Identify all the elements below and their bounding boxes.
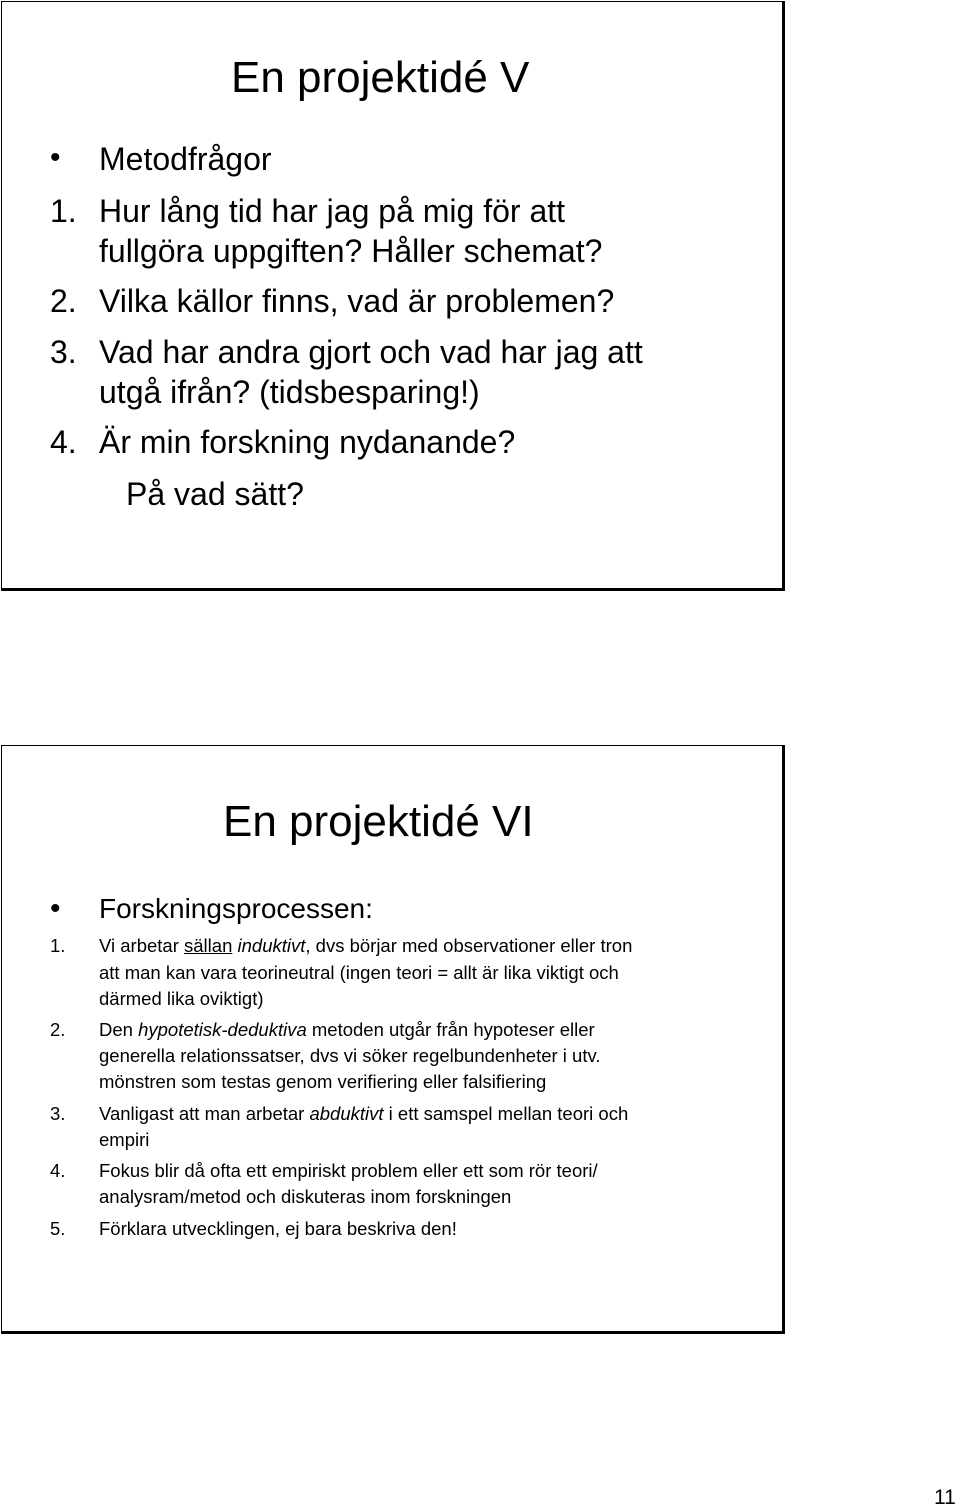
- emphasis-underline: sällan: [184, 935, 233, 956]
- slide-1-title: En projektidé V: [231, 53, 530, 102]
- page-number: 11: [934, 1486, 956, 1509]
- list-number: 2.: [50, 1019, 66, 1040]
- list-number: 1.: [50, 193, 77, 229]
- list-item-line: Den hypotetisk-deduktiva metoden utgår från hypoteser eller: [99, 1019, 595, 1040]
- emphasis-italic: hypotetisk-deduktiva: [138, 1019, 307, 1040]
- list-item-line: Hur lång tid har jag på mig för att: [99, 193, 566, 229]
- list-item-line: Vad har andra gjort och vad har jag att: [99, 334, 643, 370]
- list-item-line: att man kan vara teorineutral (ingen teori = allt är lika viktigt och: [99, 962, 619, 983]
- list-item-line: Fokus blir då ofta ett empiriskt problem eller ett som rör teori/: [99, 1160, 598, 1181]
- list-number: 3.: [50, 334, 77, 370]
- slide-2-bullet: Forskningsprocessen:: [99, 893, 373, 924]
- list-number: 4.: [50, 1160, 66, 1181]
- list-item-line: Är min forskning nydanande?: [99, 424, 516, 460]
- list-item-line: utgå ifrån? (tidsbesparing!): [99, 374, 480, 410]
- list-number: 3.: [50, 1103, 66, 1124]
- list-item-line: Vi arbetar sällan induktivt, dvs börjar med observationer eller tron: [99, 935, 633, 956]
- list-item-line: fullgöra uppgiften? Håller schemat?: [99, 233, 603, 269]
- list-item-line: Förklara utvecklingen, ej bara beskriva den!: [99, 1218, 457, 1239]
- bullet-icon: •: [50, 141, 61, 174]
- list-item-line: analysram/metod och diskuteras inom forskningen: [99, 1186, 512, 1207]
- emphasis-italic: induktivt: [237, 935, 306, 956]
- slide-2-title: En projektidé VI: [223, 797, 534, 846]
- emphasis-italic: abduktivt: [309, 1103, 384, 1124]
- list-item-line: generella relationssatser, dvs vi söker regelbundenheter i utv.: [99, 1045, 601, 1066]
- slide-1-bullet: Metodfrågor: [99, 141, 272, 177]
- list-item-line: Vanligast att man arbetar abduktivt i ett samspel mellan teori och: [99, 1103, 629, 1124]
- list-item-line: empiri: [99, 1129, 150, 1150]
- list-item-line: mönstren som testas genom verifiering eller falsifiering: [99, 1071, 547, 1092]
- list-number: 1.: [50, 935, 66, 956]
- list-number: 5.: [50, 1218, 66, 1239]
- list-item-line: därmed lika oviktigt): [99, 988, 264, 1009]
- list-number: 2.: [50, 283, 77, 319]
- list-item-line: På vad sätt?: [126, 476, 304, 512]
- bullet-icon: •: [50, 892, 61, 925]
- list-number: 4.: [50, 424, 77, 460]
- list-item-line: Vilka källor finns, vad är problemen?: [99, 283, 615, 319]
